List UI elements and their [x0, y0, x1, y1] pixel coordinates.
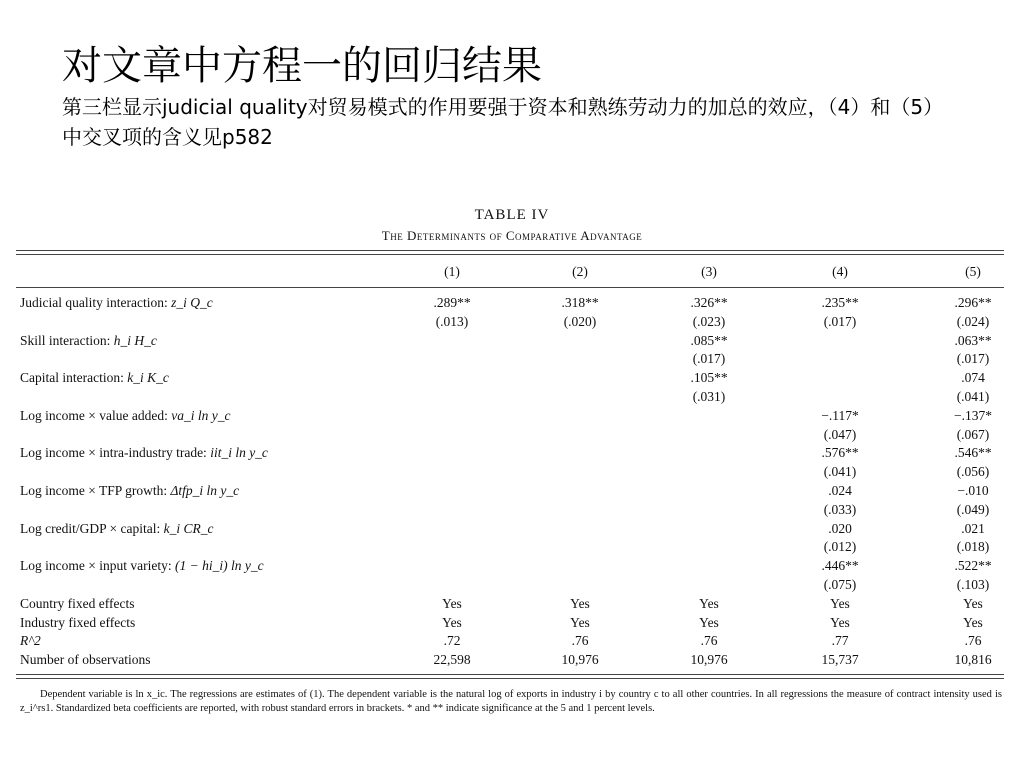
row-label-math: k_i CR_c: [163, 520, 214, 536]
table-cell: .76: [700, 633, 718, 649]
row-label: [20, 521, 213, 537]
table-cell: Yes: [570, 614, 590, 630]
table-cell: (.017): [823, 313, 857, 329]
table-caption: TABLE IV: [474, 207, 550, 223]
table-row: [0, 333, 1024, 351]
table-cell: 10,976: [690, 652, 728, 668]
table-cell: .021: [961, 520, 985, 536]
table-cell: 10,976: [561, 652, 599, 668]
table-cell: Yes: [699, 595, 719, 611]
column-header: (3): [701, 264, 717, 279]
table-cell: Yes: [699, 614, 719, 630]
table-row: [0, 521, 1024, 539]
top-rule-double: [16, 254, 1004, 255]
table-row: [0, 408, 1024, 426]
column-header: (5): [965, 264, 981, 279]
table-cell: (.013): [435, 313, 469, 329]
table-cell: (.031): [692, 389, 726, 404]
row-label-math: va_i ln y_c: [171, 407, 231, 423]
table-cell: Yes: [963, 595, 983, 611]
table-cell: (.075): [823, 577, 857, 592]
table-cell: .235**: [821, 295, 859, 310]
row-label: [20, 445, 268, 461]
row-label-math: k_i K_c: [127, 370, 169, 386]
row-label-math: h_i H_c: [113, 332, 157, 348]
row-label-math: Δtfp_i ln y_c: [170, 483, 240, 498]
table-cell: Yes: [442, 614, 462, 630]
row-label-text: Log credit/GDP × capital:: [20, 520, 164, 536]
table-cell: Yes: [830, 614, 850, 630]
row-label-math: z_i Q_c: [171, 295, 213, 310]
column-headers: [0, 264, 1024, 282]
table-cell: (.049): [956, 501, 990, 517]
table-cell: .063**: [954, 332, 992, 348]
table-cell: .020: [828, 520, 852, 536]
table-cell: 10,816: [954, 652, 992, 668]
table-row: [0, 558, 1024, 576]
table-cell: .024: [828, 483, 852, 498]
row-label-math: (1 − hi_i) ln y_c: [174, 558, 264, 574]
row-label-text: Capital interaction:: [20, 370, 128, 386]
row-label: [20, 615, 135, 631]
table-cell: (.017): [956, 351, 990, 367]
row-label: [20, 333, 157, 349]
row-label-text: Country fixed effects: [20, 595, 135, 611]
table-cell: .72: [443, 633, 461, 649]
table-cell: 15,737: [821, 652, 859, 668]
slide-subtitle: 第三栏显示judicial quality对贸易模式的作用要强于资本和熟练劳动力的加总的效应，（4）和（5）中交叉项的含义见p582: [62, 95, 944, 149]
table-row: [0, 427, 1024, 445]
table-cell: 22,598: [433, 652, 471, 668]
table-cell: .318**: [561, 295, 599, 310]
column-header: (2): [572, 264, 588, 279]
table-row: [0, 464, 1024, 482]
table-row: [0, 314, 1024, 332]
slide-title: 对文章中方程一的回归结果: [62, 43, 542, 89]
table-cell: Yes: [442, 595, 462, 611]
table-cell: (.012): [823, 539, 857, 555]
table-cell: (.047): [823, 426, 857, 442]
bottom-rule-double: [16, 678, 1004, 679]
table-cell: .085**: [690, 332, 728, 348]
row-label-math: R^2: [20, 633, 41, 649]
row-label: [20, 633, 41, 649]
row-label-text: Skill interaction:: [20, 332, 114, 348]
table-row: [0, 483, 1024, 501]
row-label: [20, 408, 230, 424]
table-row: [0, 615, 1024, 633]
row-label: [20, 558, 264, 574]
table-cell: (.056): [956, 464, 990, 480]
table-cell: (.041): [823, 464, 857, 480]
bottom-rule: [16, 674, 1004, 675]
table-cell: −.010: [957, 483, 989, 498]
table-cell: (.023): [692, 313, 726, 329]
table-row: [0, 502, 1024, 520]
table-cell: (.017): [692, 351, 726, 367]
table-cell: (.020): [563, 313, 597, 329]
row-label-text: Number of observations: [20, 652, 151, 668]
header-rule: [16, 287, 1004, 288]
table-row: [0, 351, 1024, 369]
table-cell: (.018): [956, 539, 990, 555]
table-cell: Yes: [963, 614, 983, 630]
table-title: The Determinants of Comparative Advantage: [381, 228, 643, 243]
table-row: [0, 389, 1024, 407]
row-label: [20, 483, 239, 499]
table-cell: (.067): [956, 426, 990, 442]
table-cell: .76: [571, 633, 589, 649]
row-label-text: Judicial quality interaction:: [20, 295, 172, 310]
table-cell: .546**: [954, 445, 992, 461]
column-header: (1): [444, 264, 460, 279]
row-label-math: iit_i ln y_c: [210, 445, 268, 461]
table-cell: .074: [961, 370, 985, 386]
table-cell: .326**: [690, 295, 728, 310]
row-label: [20, 370, 169, 386]
row-label: [20, 652, 150, 668]
table-cell: .576**: [821, 445, 859, 461]
row-label-text: Industry fixed effects: [20, 614, 136, 630]
table-cell: (.024): [956, 313, 990, 329]
table-cell: .522**: [954, 558, 992, 574]
table-row: [0, 295, 1024, 313]
top-rule: [16, 250, 1004, 251]
column-header: (4): [832, 264, 848, 279]
table-cell: (.041): [956, 389, 990, 404]
table-cell: Yes: [570, 595, 590, 611]
table-row: [0, 539, 1024, 557]
row-label-text: Log income × intra-industry trade:: [20, 445, 211, 461]
table-cell: .296**: [954, 295, 992, 310]
table-cell: .446**: [821, 558, 859, 574]
table-cell: .76: [964, 633, 982, 649]
table-cell: .289**: [433, 295, 471, 310]
table-cell: −.137*: [954, 407, 992, 423]
table-cell: −.117*: [821, 407, 859, 423]
row-label: [20, 295, 213, 311]
table-row: [0, 577, 1024, 595]
row-label-text: Log income × value added:: [20, 407, 172, 423]
table-note: Dependent variable is ln x_ic. The regressions are estimates of (1). The dependent variable is the natural log of exports in industry i by country c to all other countries. In all regressions the measure of contract intensity used is z_i^rs1. Standardized beta coefficients are reported, with robust standard errors in brackets. * and ** indicate significance at the 5 and 1 percent levels.: [20, 689, 1002, 714]
row-label-text: Log income × input variety:: [20, 558, 175, 574]
row-label: [20, 596, 134, 612]
table-row: [0, 633, 1024, 651]
table-cell: (.033): [823, 501, 857, 517]
table-cell: Yes: [830, 595, 850, 611]
table-row: [0, 652, 1024, 670]
table-row: [0, 370, 1024, 388]
table-cell: .77: [831, 633, 849, 649]
table-cell: .105**: [690, 370, 728, 386]
row-label-text: Log income × TFP growth:: [20, 483, 171, 498]
table-row: [0, 445, 1024, 463]
table-row: [0, 596, 1024, 614]
table-cell: (.103): [956, 577, 990, 592]
